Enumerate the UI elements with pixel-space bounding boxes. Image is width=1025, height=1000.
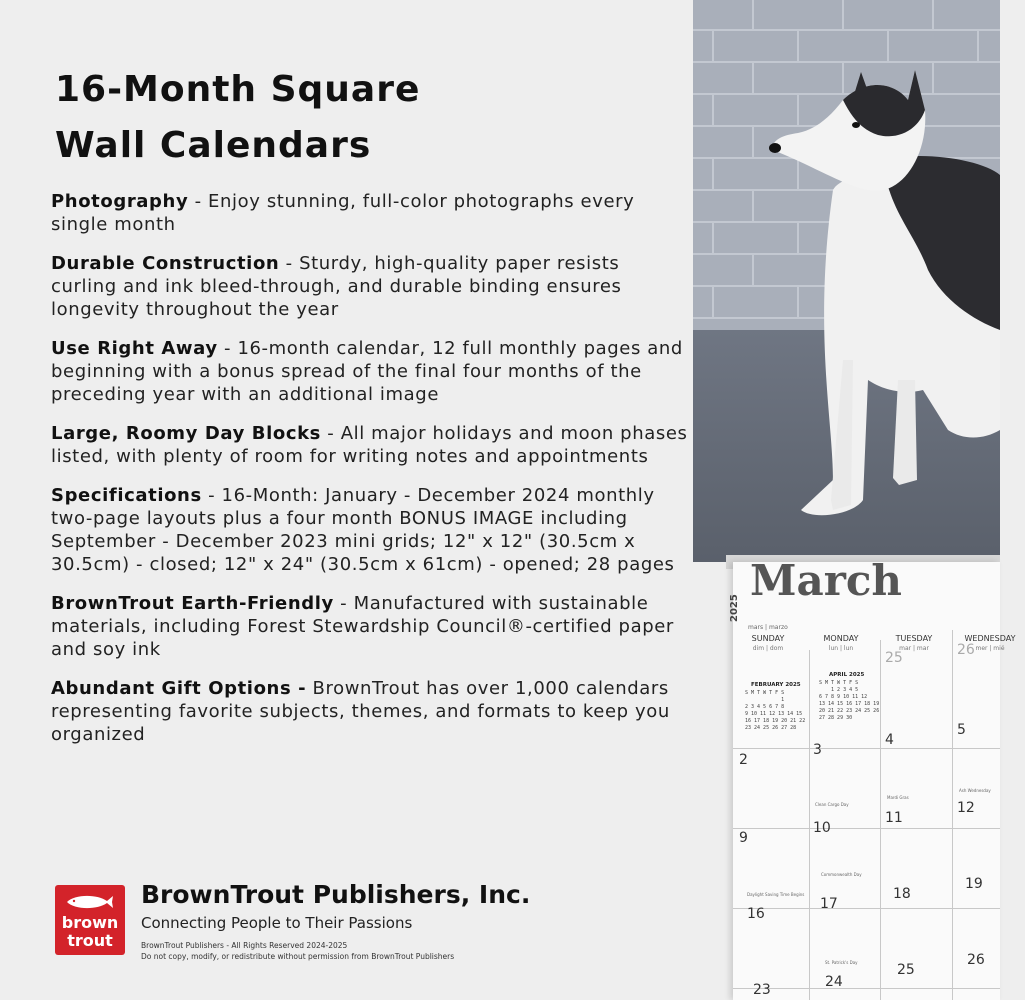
feature-use-right-away	[51, 337, 691, 406]
date-cell: 3	[813, 742, 822, 758]
feature-head: Specifications	[51, 485, 202, 506]
feature-head: Abundant Gift Options -	[51, 678, 307, 699]
mini-cal-feb: S M T W T F S 1 2 3 4 5 6 7 8 9 10 11 12 13 14 15 16 17 18 19 20 21 22 23 24 25 26 27 28	[745, 690, 806, 731]
feature-list	[51, 190, 691, 762]
feature-head: Durable Construction	[51, 253, 280, 274]
feature-sep: -	[188, 191, 209, 212]
feature-sep: -	[217, 338, 238, 359]
holiday-note: Ash Wednesday	[959, 788, 991, 793]
feature-text: Manufactured with sustainable materials, including Forest Stewardship Council®-certified paper and soy ink	[51, 593, 674, 660]
weekday-sub: mar | mar	[899, 645, 929, 652]
holiday-note: Clean Cargo Day	[815, 802, 849, 807]
date-cell: 4	[885, 732, 894, 748]
feature-head: Large, Roomy Day Blocks	[51, 423, 321, 444]
holiday-note: Daylight Saving Time Begins	[747, 892, 805, 897]
calendar-month: March	[750, 556, 902, 605]
weekday-name: MONDAY	[823, 634, 859, 643]
grid-line	[733, 748, 1000, 749]
date-cell: 26	[967, 952, 985, 968]
date-cell: 19	[965, 876, 983, 892]
grid-line	[809, 650, 810, 1000]
publisher-block	[55, 880, 615, 990]
holiday-note: Mardi Gras	[887, 795, 909, 800]
date-cell: 25	[897, 962, 915, 978]
trout-icon	[65, 893, 115, 911]
browntrout-logo	[55, 885, 125, 955]
date-cell: 5	[957, 722, 966, 738]
holiday-note: St. Patrick's Day	[825, 960, 858, 965]
weekday-sub: lun | lun	[828, 645, 854, 652]
feature-photography	[51, 190, 691, 236]
date-cell: 23	[753, 982, 771, 998]
feature-text: 16-month calendar, 12 full monthly pages and beginning with a bonus spread of the final four months of the preceding year with an additional image	[51, 338, 683, 405]
month-translations: mars | marzo	[748, 624, 788, 631]
date-cell: 11	[885, 810, 903, 826]
weekday-name: TUESDAY	[895, 634, 933, 643]
date-cell: 10	[813, 820, 831, 836]
grid-line	[733, 988, 1000, 989]
weekday-sub: mer | mié	[975, 645, 1005, 652]
mini-cal-feb-title: FEBRUARY 2025	[751, 682, 801, 688]
date-cell: 24	[825, 974, 843, 990]
grid-line	[733, 908, 1000, 909]
husky-puppy	[693, 0, 1000, 562]
logo-word-trout: trout	[67, 931, 113, 950]
feature-text: All major holidays and moon phases listed, with plenty of room for writing notes and appointments	[51, 423, 688, 467]
feature-head: Use Right Away	[51, 338, 218, 359]
mini-cal-apr-title: APRIL 2025	[829, 672, 865, 678]
feature-text: Enjoy stunning, full-color photographs every single month	[51, 191, 635, 235]
logo-word-brown: brown	[61, 913, 119, 932]
date-prev: 26	[957, 642, 975, 658]
feature-text: Sturdy, high-quality paper resists curling and ink bleed-through, and durable binding ensures longevity throughout the year	[51, 253, 622, 320]
grid-line	[880, 640, 881, 1000]
feature-specifications	[51, 484, 691, 576]
feature-sep: -	[201, 485, 222, 506]
feature-sep: -	[320, 423, 341, 444]
weekday-name: SUNDAY	[751, 634, 785, 643]
feature-head: Photography	[51, 191, 189, 212]
date-cell: 12	[957, 800, 975, 816]
feature-text: 16-Month: January - December 2024 monthly two-page layouts plus a four month BONUS IMAGE including September - December 2023 mini grids; 12" x 12" (30.5cm x 30.5cm) - closed; 12" x 24" (30.5cm x 61cm) - opened; 28 pages	[51, 485, 675, 575]
feature-sep: -	[279, 253, 300, 274]
weekday-name: WEDNESDAY	[964, 634, 1016, 643]
date-cell: 2	[739, 752, 748, 768]
feature-gift-options	[51, 677, 691, 746]
feature-head: BrownTrout Earth-Friendly	[51, 593, 334, 614]
publisher-name: BrownTrout Publishers, Inc.	[141, 880, 531, 909]
feature-text: BrownTrout has over 1,000 calendars representing favorite subjects, themes, and formats to keep you organized	[51, 678, 670, 745]
legal-line-1: BrownTrout Publishers - All Rights Reserved 2024-2025	[141, 941, 348, 950]
feature-earth-friendly	[51, 592, 691, 661]
calendar-year: 2025	[729, 594, 740, 622]
mini-cal-apr: S M T W T F S 1 2 3 4 5 6 7 8 9 10 11 12 13 14 15 16 17 18 19 20 21 22 23 24 25 26 27 28 29 30	[819, 680, 880, 721]
title-line-1: 16-Month Square	[55, 69, 421, 110]
grid-line	[952, 630, 953, 1000]
date-cell: 17	[820, 896, 838, 912]
publisher-tagline: Connecting People to Their Passions	[141, 914, 413, 932]
feature-day-blocks	[51, 422, 691, 468]
feature-durable	[51, 252, 691, 321]
grid-line	[733, 828, 1000, 829]
publisher-legal	[141, 940, 454, 962]
legal-line-2: Do not copy, modify, or redistribute without permission from BrownTrout Publishers	[141, 952, 455, 961]
title-line-2: Wall Calendars	[55, 125, 372, 166]
feature-sep: -	[333, 593, 354, 614]
date-cell: 16	[747, 906, 765, 922]
date-cell: 18	[893, 886, 911, 902]
holiday-note: Commonwealth Day	[821, 872, 862, 877]
calendar-photo	[693, 0, 1000, 562]
weekday-sub: dim | dom	[752, 645, 784, 652]
date-prev: 25	[885, 650, 903, 666]
page-title	[55, 62, 675, 174]
date-cell: 9	[739, 830, 748, 846]
